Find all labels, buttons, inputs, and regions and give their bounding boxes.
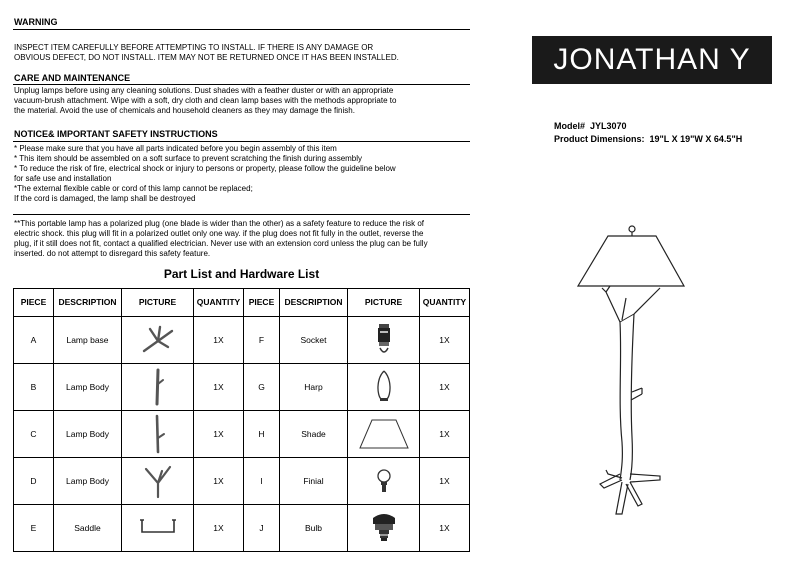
- brand-logo: JONATHAN Y: [532, 36, 772, 84]
- safety-line: for safe use and installation: [14, 174, 112, 183]
- parts-header-row: [14, 289, 470, 317]
- warning-rule: [13, 29, 470, 30]
- saddle-icon: [138, 516, 178, 540]
- safety-text: [14, 144, 396, 204]
- picture-cell: [122, 504, 194, 551]
- description-cell: Bulb: [280, 504, 348, 551]
- picture-cell: [122, 363, 194, 410]
- care-line: Unplug lamps before using any cleaning solutions. Dust shades with a feather duster or with an appropriate: [14, 86, 394, 95]
- picture-cell: [348, 504, 420, 551]
- quantity-cell: 1X: [194, 504, 244, 551]
- piece-cell: I: [244, 457, 280, 504]
- piece-cell: H: [244, 410, 280, 457]
- lamp-body-branch-icon: [148, 414, 168, 454]
- quantity-cell: 1X: [420, 457, 470, 504]
- care-line: vacuum-brush attachment. Wipe with a soft, dry cloth and clean lamp bases with the methods appropriate to: [14, 96, 397, 105]
- quantity-cell: 1X: [420, 316, 470, 363]
- safety-line: * This item should be assembled on a soft surface to prevent scratching the finish during assembly: [14, 154, 363, 163]
- quantity-cell: 1X: [194, 410, 244, 457]
- header-description: DESCRIPTION: [280, 289, 348, 317]
- safety-line: * Please make sure that you have all parts indicated before you begin assembly of this item: [14, 144, 337, 153]
- bulb-icon: [369, 512, 399, 544]
- description-cell: Lamp Body: [54, 410, 122, 457]
- plug-line: plug, if it still does not fit, contact a qualified electrician. Never use with an extension cord unless the plug can be fully: [14, 239, 428, 248]
- header-quantity: QUANTITY: [194, 289, 244, 317]
- description-cell: Shade: [280, 410, 348, 457]
- parts-title: Part List and Hardware List: [163, 267, 320, 281]
- warning-line: OBVIOUS DEFECT, DO NOT INSTALL. ITEM MAY NOT BE RETURNED ONCE IT HAS BEEN INSTALLED.: [14, 53, 399, 62]
- header-picture: PICTURE: [348, 289, 420, 317]
- description-cell: Finial: [280, 457, 348, 504]
- picture-cell: [122, 457, 194, 504]
- safety-line: * To reduce the risk of fire, electrical shock or injury to persons or property, please follow the guideline below: [14, 164, 396, 173]
- table-row: [14, 504, 470, 551]
- care-line: the material. Avoid the use of chemicals and household cleaners as they may damage the finish.: [14, 106, 355, 115]
- dimensions-label: Product Dimensions:: [554, 134, 645, 144]
- quantity-cell: 1X: [194, 316, 244, 363]
- picture-cell: [348, 363, 420, 410]
- safety-rule: [13, 141, 470, 142]
- piece-cell: F: [244, 316, 280, 363]
- safety-title: NOTICE& IMPORTANT SAFETY INSTRUCTIONS: [14, 129, 218, 139]
- floor-lamp-illustration: [560, 222, 700, 522]
- safety-line: *The external flexible cable or cord of this lamp cannot be replaced;: [14, 184, 253, 193]
- description-cell: Lamp Body: [54, 363, 122, 410]
- lamp-body-fork-icon: [140, 463, 176, 499]
- header-quantity: QUANTITY: [420, 289, 470, 317]
- parts-table: [13, 288, 470, 552]
- model-label: Model#: [554, 121, 586, 131]
- care-rule: [13, 84, 470, 85]
- lamp-body-icon: [148, 368, 168, 406]
- piece-cell: C: [14, 410, 54, 457]
- plug-line: electric shock. this plug will fit in a polarized outlet only one way. if the plug does not fit fully in the outlet, reverse the: [14, 229, 424, 238]
- description-cell: Lamp Body: [54, 457, 122, 504]
- picture-cell: [122, 316, 194, 363]
- table-row: [14, 410, 470, 457]
- description-cell: Socket: [280, 316, 348, 363]
- shade-icon: [358, 416, 410, 452]
- model-value: JYL3070: [590, 121, 627, 131]
- piece-cell: B: [14, 363, 54, 410]
- lamp-base-icon: [138, 323, 178, 357]
- piece-cell: E: [14, 504, 54, 551]
- picture-cell: [348, 316, 420, 363]
- warning-line: INSPECT ITEM CAREFULLY BEFORE ATTEMPTING TO INSTALL. IF THERE IS ANY DAMAGE OR: [14, 43, 374, 52]
- picture-cell: [348, 457, 420, 504]
- piece-cell: J: [244, 504, 280, 551]
- model-info: [554, 120, 742, 146]
- piece-cell: G: [244, 363, 280, 410]
- plug-line: inserted. do not attempt to disregard this safety feature.: [14, 249, 211, 258]
- header-piece: PIECE: [244, 289, 280, 317]
- quantity-cell: 1X: [194, 363, 244, 410]
- picture-cell: [122, 410, 194, 457]
- finial-icon: [374, 466, 394, 496]
- plug-rule: [13, 214, 470, 215]
- plug-text: [14, 219, 428, 259]
- quantity-cell: 1X: [194, 457, 244, 504]
- picture-cell: [348, 410, 420, 457]
- quantity-cell: 1X: [420, 504, 470, 551]
- piece-cell: D: [14, 457, 54, 504]
- description-cell: Lamp base: [54, 316, 122, 363]
- table-row: [14, 316, 470, 363]
- header-description: DESCRIPTION: [54, 289, 122, 317]
- dimensions-value: 19"L X 19"W X 64.5"H: [649, 134, 743, 144]
- header-piece: PIECE: [14, 289, 54, 317]
- warning-text: [14, 43, 399, 63]
- socket-icon: [374, 322, 394, 358]
- quantity-cell: 1X: [420, 410, 470, 457]
- description-cell: Saddle: [54, 504, 122, 551]
- safety-line: If the cord is damaged, the lamp shall be destroyed: [14, 194, 196, 203]
- harp-icon: [374, 369, 394, 405]
- description-cell: Harp: [280, 363, 348, 410]
- table-row: [14, 457, 470, 504]
- plug-line: **This portable lamp has a polarized plug (one blade is wider than the other) as a safety feature to reduce the risk of: [14, 219, 425, 228]
- quantity-cell: 1X: [420, 363, 470, 410]
- care-text: [14, 86, 396, 116]
- header-picture: PICTURE: [122, 289, 194, 317]
- table-row: [14, 363, 470, 410]
- piece-cell: A: [14, 316, 54, 363]
- warning-title: WARNING: [14, 17, 58, 27]
- care-title: CARE AND MAINTENANCE: [14, 73, 131, 83]
